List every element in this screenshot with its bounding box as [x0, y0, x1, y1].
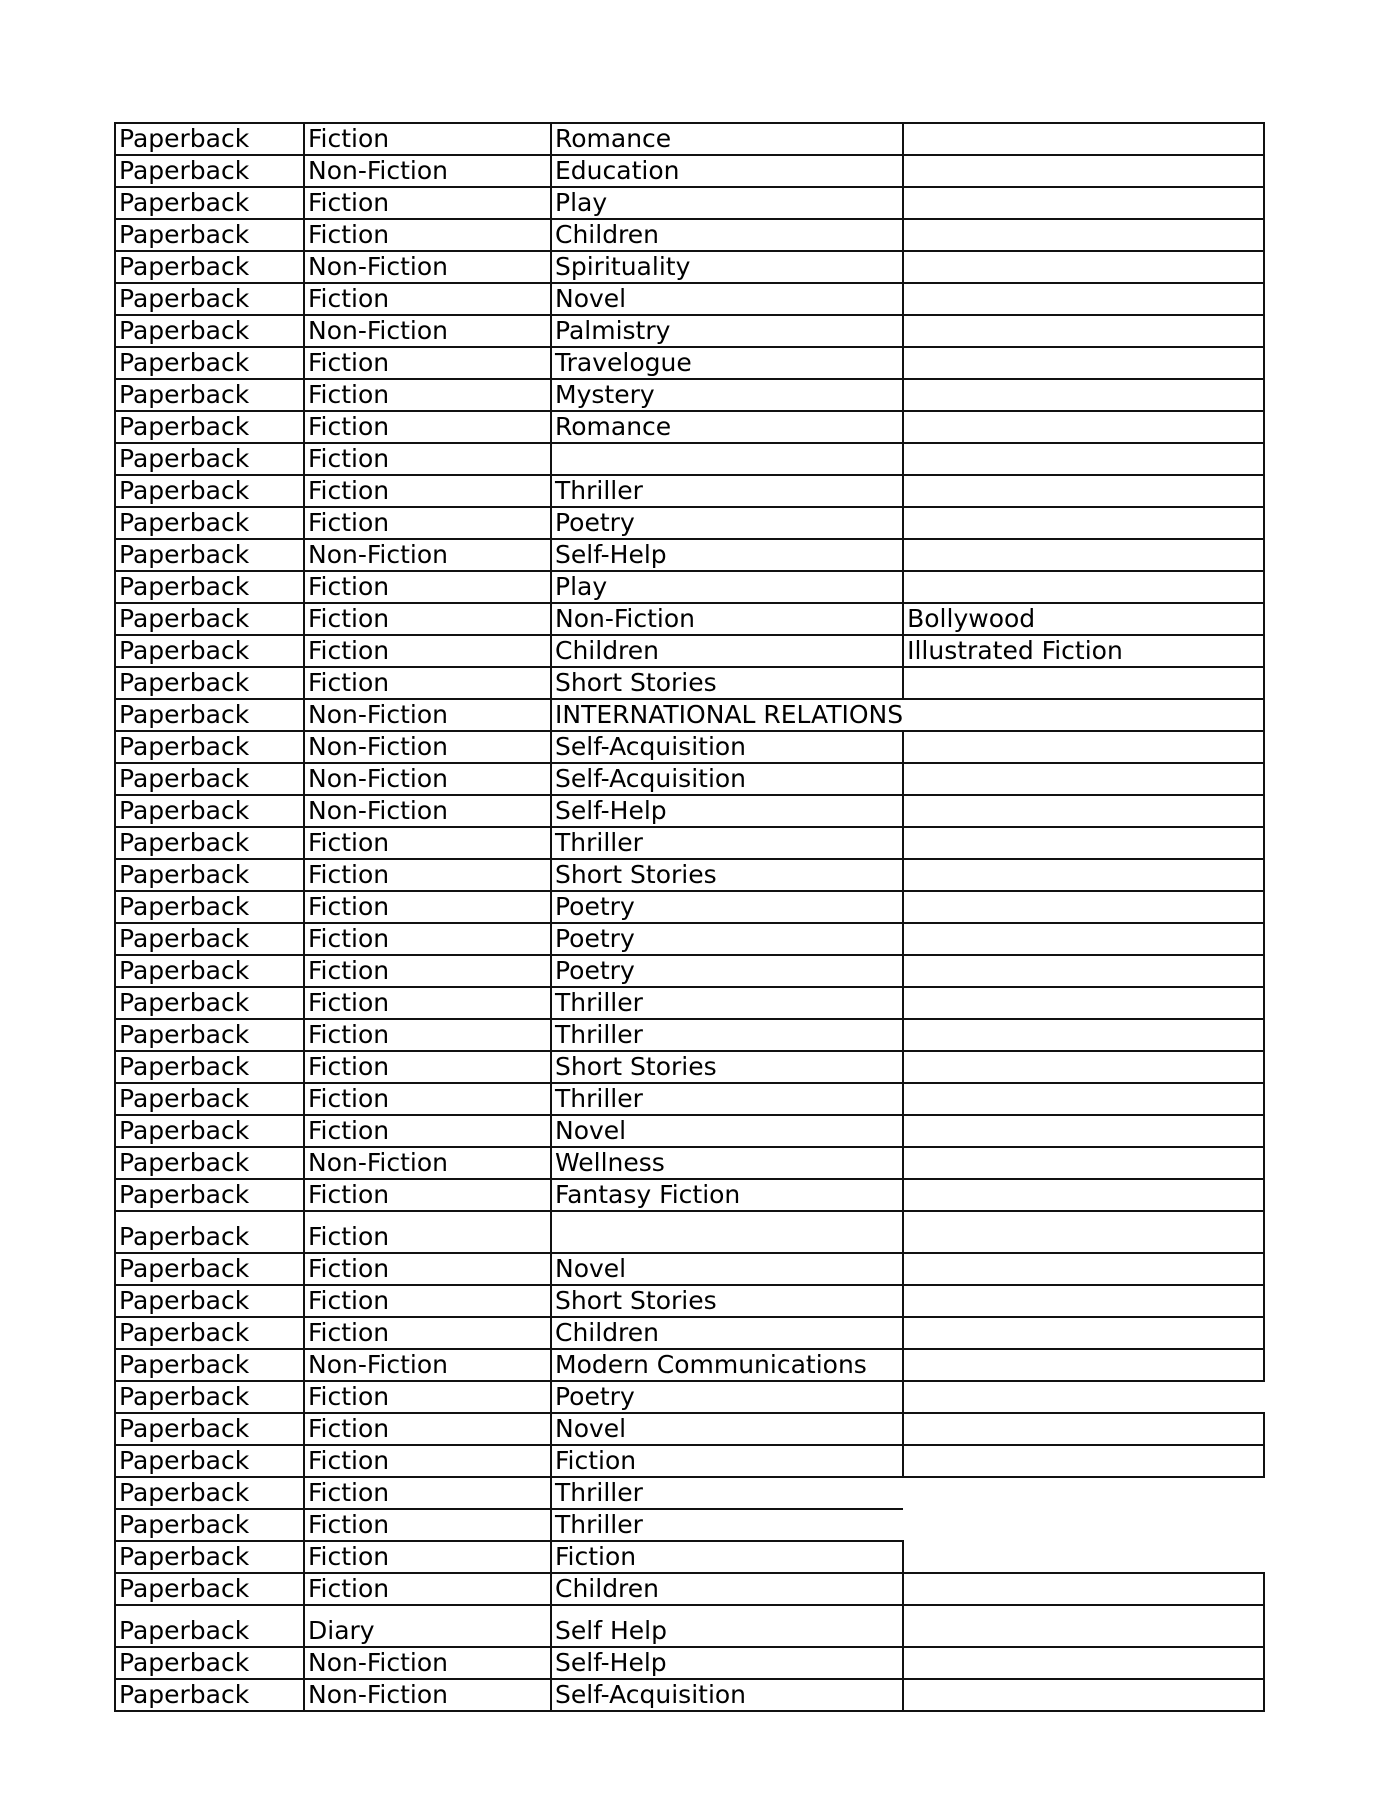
table-row: [115, 187, 1264, 219]
table-cell-col-2: Fiction: [304, 955, 551, 987]
table-cell-col-1: Paperback: [115, 1317, 304, 1349]
table-cell-col-4: [903, 1679, 1264, 1711]
table-row: [115, 539, 1264, 571]
table-cell-col-1: Paperback: [115, 891, 304, 923]
table-cell-col-2: Non-Fiction: [304, 1349, 551, 1381]
table-row: [115, 923, 1264, 955]
table-row: [115, 123, 1264, 155]
table-cell-col-2: Diary: [304, 1605, 551, 1647]
table-cell-col-1: Paperback: [115, 1349, 304, 1381]
table-cell-col-2: Fiction: [304, 219, 551, 251]
table-cell-col-4: [903, 699, 1264, 731]
table-cell-col-1: Paperback: [115, 1083, 304, 1115]
table-cell-col-2: Non-Fiction: [304, 315, 551, 347]
table-row: [115, 1285, 1264, 1317]
table-cell-col-1: Paperback: [115, 1179, 304, 1211]
table-cell-col-4: [903, 1253, 1264, 1285]
table-cell-col-3: Wellness: [551, 1147, 903, 1179]
table-cell-col-4: [903, 827, 1264, 859]
table-cell-col-4: [903, 475, 1264, 507]
table-cell-col-4: [903, 1477, 1264, 1509]
table-cell-col-2: Fiction: [304, 1317, 551, 1349]
table-cell-col-4: [903, 251, 1264, 283]
table-cell-col-4: [903, 219, 1264, 251]
table-cell-col-4: [903, 891, 1264, 923]
table-row: [115, 315, 1264, 347]
table-cell-col-3: Poetry: [551, 1381, 903, 1413]
table-cell-col-4: [903, 763, 1264, 795]
table-cell-col-2: Fiction: [304, 1381, 551, 1413]
table-cell-col-3: Novel: [551, 1115, 903, 1147]
table-cell-col-2: Fiction: [304, 827, 551, 859]
table-cell-col-3: Novel: [551, 283, 903, 315]
table-cell-col-2: Fiction: [304, 891, 551, 923]
table-cell-col-2: Non-Fiction: [304, 251, 551, 283]
table-cell-col-1: Paperback: [115, 1647, 304, 1679]
table-row: [115, 667, 1264, 699]
table-cell-col-1: Paperback: [115, 1679, 304, 1711]
table-cell-col-4: [903, 987, 1264, 1019]
table-cell-col-1: Paperback: [115, 1477, 304, 1509]
table-cell-col-1: Paperback: [115, 251, 304, 283]
table-cell-col-3: Thriller: [551, 475, 903, 507]
table-cell-col-3: Short Stories: [551, 667, 903, 699]
table-row: [115, 283, 1264, 315]
table-cell-col-4: [903, 1285, 1264, 1317]
table-cell-col-4: [903, 1509, 1264, 1541]
table-cell-col-3: Self-Help: [551, 1647, 903, 1679]
table-cell-col-2: Fiction: [304, 571, 551, 603]
table-row: [115, 795, 1264, 827]
table-cell-col-2: Fiction: [304, 475, 551, 507]
table-row: [115, 1647, 1264, 1679]
table-row: [115, 1051, 1264, 1083]
table-cell-col-4: [903, 1349, 1264, 1381]
table-cell-col-3: Self-Acquisition: [551, 763, 903, 795]
table-row: [115, 1083, 1264, 1115]
table-cell-col-2: Fiction: [304, 1477, 551, 1509]
table-cell-col-4: [903, 923, 1264, 955]
table-cell-col-2: Fiction: [304, 987, 551, 1019]
table-cell-col-2: Fiction: [304, 1179, 551, 1211]
table-cell-col-1: Paperback: [115, 283, 304, 315]
table-cell-col-1: Paperback: [115, 827, 304, 859]
table-cell-col-1: Paperback: [115, 507, 304, 539]
table-cell-col-2: Fiction: [304, 667, 551, 699]
table-cell-col-3: Poetry: [551, 955, 903, 987]
table-row: [115, 1541, 1264, 1573]
table-row: [115, 1445, 1264, 1477]
table-cell-col-1: Paperback: [115, 219, 304, 251]
table-cell-col-3: Self-Acquisition: [551, 1679, 903, 1711]
table-cell-col-2: Non-Fiction: [304, 795, 551, 827]
table-cell-col-2: Fiction: [304, 1211, 551, 1253]
table-cell-col-4: Illustrated Fiction: [903, 635, 1264, 667]
table-cell-col-2: Non-Fiction: [304, 731, 551, 763]
table-cell-col-4: [903, 1445, 1264, 1477]
table-cell-col-2: Non-Fiction: [304, 1647, 551, 1679]
table-cell-col-1: Paperback: [115, 123, 304, 155]
table-cell-col-1: Paperback: [115, 667, 304, 699]
table-cell-col-1: Paperback: [115, 347, 304, 379]
table-cell-col-1: Paperback: [115, 1413, 304, 1445]
table-row: [115, 635, 1264, 667]
table-cell-col-3: Mystery: [551, 379, 903, 411]
table-cell-col-3: Romance: [551, 411, 903, 443]
table-cell-col-1: Paperback: [115, 731, 304, 763]
table-cell-col-3: Self-Help: [551, 539, 903, 571]
table-cell-col-3: Thriller: [551, 827, 903, 859]
table-cell-col-4: [903, 379, 1264, 411]
table-row: [115, 219, 1264, 251]
table-cell-col-2: Fiction: [304, 1083, 551, 1115]
table-row: [115, 1381, 1264, 1413]
table-cell-col-2: Fiction: [304, 123, 551, 155]
table-row: [115, 955, 1264, 987]
table-cell-col-3: Children: [551, 1317, 903, 1349]
table-cell-col-2: Non-Fiction: [304, 763, 551, 795]
table-cell-col-1: Paperback: [115, 315, 304, 347]
table-cell-col-3: Thriller: [551, 1019, 903, 1051]
table-row: [115, 251, 1264, 283]
table-cell-col-1: Paperback: [115, 539, 304, 571]
table-row: [115, 827, 1264, 859]
table-row: [115, 347, 1264, 379]
table-cell-col-2: Fiction: [304, 379, 551, 411]
table-cell-col-1: Paperback: [115, 1541, 304, 1573]
table-row: [115, 1115, 1264, 1147]
table-row: [115, 571, 1264, 603]
table-cell-col-2: Fiction: [304, 411, 551, 443]
table-cell-col-2: Fiction: [304, 1445, 551, 1477]
table-cell-col-1: Paperback: [115, 923, 304, 955]
table-cell-col-1: Paperback: [115, 987, 304, 1019]
table-cell-col-1: Paperback: [115, 1573, 304, 1605]
table-row: [115, 379, 1264, 411]
table-cell-col-3: Travelogue: [551, 347, 903, 379]
table-cell-col-4: [903, 1115, 1264, 1147]
table-cell-col-2: Fiction: [304, 1115, 551, 1147]
table-cell-col-4: [903, 283, 1264, 315]
table-cell-col-4: [903, 1605, 1264, 1647]
table-row: [115, 1679, 1264, 1711]
table-cell-col-4: [903, 1051, 1264, 1083]
table-cell-col-4: [903, 123, 1264, 155]
table-cell-col-1: Paperback: [115, 763, 304, 795]
table-cell-col-1: Paperback: [115, 1147, 304, 1179]
table-cell-col-3: Fantasy Fiction: [551, 1179, 903, 1211]
table-row: [115, 1253, 1264, 1285]
table-row: [115, 1317, 1264, 1349]
table-row: [115, 475, 1264, 507]
table-cell-col-2: Fiction: [304, 347, 551, 379]
table-cell-col-4: [903, 1541, 1264, 1573]
table-cell-col-4: [903, 539, 1264, 571]
table-cell-col-3: Short Stories: [551, 1285, 903, 1317]
table-cell-col-4: [903, 507, 1264, 539]
table-cell-col-3: Non-Fiction: [551, 603, 903, 635]
table-cell-col-4: [903, 955, 1264, 987]
table-body: [115, 123, 1264, 1711]
table-row: [115, 1179, 1264, 1211]
table-cell-col-3: Fiction: [551, 1445, 903, 1477]
table-cell-col-3: Children: [551, 635, 903, 667]
table-cell-col-1: Paperback: [115, 1253, 304, 1285]
table-cell-col-3: Self-Acquisition: [551, 731, 903, 763]
table-cell-col-2: Fiction: [304, 1051, 551, 1083]
table-row: [115, 891, 1264, 923]
spreadsheet-page: [114, 122, 1265, 1712]
table-row: [115, 1605, 1264, 1647]
table-cell-col-2: Non-Fiction: [304, 1679, 551, 1711]
table-cell-col-1: Paperback: [115, 1605, 304, 1647]
table-cell-col-3: Children: [551, 219, 903, 251]
table-cell-col-3: Education: [551, 155, 903, 187]
table-cell-col-1: Paperback: [115, 1211, 304, 1253]
table-cell-col-4: [903, 731, 1264, 763]
table-cell-col-4: [903, 347, 1264, 379]
table-cell-col-2: Fiction: [304, 923, 551, 955]
table-cell-col-3: Spirituality: [551, 251, 903, 283]
table-row: [115, 603, 1264, 635]
table-cell-col-4: [903, 155, 1264, 187]
table-row: [115, 155, 1264, 187]
table-cell-col-3: Palmistry: [551, 315, 903, 347]
table-cell-col-4: [903, 1317, 1264, 1349]
table-row: [115, 1509, 1264, 1541]
table-cell-col-4: [903, 315, 1264, 347]
table-cell-col-2: Fiction: [304, 1541, 551, 1573]
table-cell-col-3: Play: [551, 571, 903, 603]
table-cell-col-1: Paperback: [115, 443, 304, 475]
table-cell-col-2: Fiction: [304, 1413, 551, 1445]
table-cell-col-1: Paperback: [115, 475, 304, 507]
table-row: [115, 1477, 1264, 1509]
table-cell-col-4: [903, 187, 1264, 219]
table-cell-col-2: Fiction: [304, 283, 551, 315]
table-cell-col-2: Fiction: [304, 443, 551, 475]
table-row: [115, 763, 1264, 795]
table-cell-col-4: [903, 1381, 1264, 1413]
table-cell-col-4: [903, 1179, 1264, 1211]
table-row: [115, 731, 1264, 763]
table-cell-col-3: Thriller: [551, 987, 903, 1019]
table-cell-col-2: Fiction: [304, 1573, 551, 1605]
table-cell-col-4: [903, 667, 1264, 699]
table-cell-col-3: Poetry: [551, 891, 903, 923]
table-cell-col-4: [903, 571, 1264, 603]
table-cell-col-4: [903, 1211, 1264, 1253]
table-row: [115, 859, 1264, 891]
table-cell-col-2: Fiction: [304, 635, 551, 667]
table-row: [115, 1211, 1264, 1253]
table-cell-col-2: Fiction: [304, 1285, 551, 1317]
table-row: [115, 1573, 1264, 1605]
table-row: [115, 699, 1264, 731]
table-cell-col-4: [903, 1573, 1264, 1605]
table-cell-col-1: Paperback: [115, 155, 304, 187]
table-row: [115, 1413, 1264, 1445]
table-cell-col-3: Short Stories: [551, 859, 903, 891]
table-cell-col-1: Paperback: [115, 603, 304, 635]
table-cell-col-1: Paperback: [115, 1115, 304, 1147]
table-cell-col-3: Poetry: [551, 507, 903, 539]
table-cell-col-1: Paperback: [115, 859, 304, 891]
table-row: [115, 1349, 1264, 1381]
table-cell-col-3: [551, 443, 903, 475]
table-cell-col-2: Non-Fiction: [304, 539, 551, 571]
table-cell-col-2: Fiction: [304, 507, 551, 539]
table-cell-col-2: Fiction: [304, 1019, 551, 1051]
table-cell-col-3: Short Stories: [551, 1051, 903, 1083]
table-cell-col-4: [903, 1083, 1264, 1115]
table-cell-col-3: Thriller: [551, 1477, 903, 1509]
table-cell-col-4: Bollywood: [903, 603, 1264, 635]
table-cell-col-3: Self-Help: [551, 795, 903, 827]
table-cell-col-3: Poetry: [551, 923, 903, 955]
table-cell-col-2: Fiction: [304, 603, 551, 635]
table-cell-col-3: [551, 1211, 903, 1253]
table-cell-col-2: Non-Fiction: [304, 699, 551, 731]
table-cell-col-4: [903, 859, 1264, 891]
table-cell-col-3: Fiction: [551, 1541, 903, 1573]
table-row: [115, 411, 1264, 443]
table-cell-col-4: [903, 1413, 1264, 1445]
table-cell-col-4: [903, 1019, 1264, 1051]
table-cell-col-1: Paperback: [115, 187, 304, 219]
table-cell-col-1: Paperback: [115, 1445, 304, 1477]
table-cell-col-3: Modern Communications: [551, 1349, 903, 1381]
table-cell-col-1: Paperback: [115, 379, 304, 411]
table-cell-col-3: Romance: [551, 123, 903, 155]
table-cell-col-2: Fiction: [304, 187, 551, 219]
table-cell-col-1: Paperback: [115, 1285, 304, 1317]
table-cell-col-2: Fiction: [304, 859, 551, 891]
table-row: [115, 507, 1264, 539]
table-cell-col-1: Paperback: [115, 571, 304, 603]
table-cell-col-4: [903, 443, 1264, 475]
table-cell-col-1: Paperback: [115, 411, 304, 443]
table-cell-col-1: Paperback: [115, 1019, 304, 1051]
table-cell-col-3: Play: [551, 187, 903, 219]
table-cell-col-1: Paperback: [115, 1509, 304, 1541]
table-cell-col-2: Non-Fiction: [304, 1147, 551, 1179]
table-cell-col-4: [903, 1147, 1264, 1179]
table-cell-col-1: Paperback: [115, 955, 304, 987]
table-row: [115, 1147, 1264, 1179]
table-cell-col-1: Paperback: [115, 699, 304, 731]
table-cell-col-3: Self Help: [551, 1605, 903, 1647]
table-row: [115, 443, 1264, 475]
table-cell-col-1: Paperback: [115, 635, 304, 667]
table-cell-col-3: Thriller: [551, 1509, 903, 1541]
table-cell-col-2: Fiction: [304, 1509, 551, 1541]
table-cell-col-4: [903, 795, 1264, 827]
table-cell-col-3: Thriller: [551, 1083, 903, 1115]
table-row: [115, 987, 1264, 1019]
table-cell-col-1: Paperback: [115, 795, 304, 827]
table-row: [115, 1019, 1264, 1051]
table-cell-col-3: Novel: [551, 1413, 903, 1445]
table-cell-col-2: Non-Fiction: [304, 155, 551, 187]
table-cell-col-1: Paperback: [115, 1051, 304, 1083]
book-category-table: [114, 122, 1265, 1712]
table-cell-col-1: Paperback: [115, 1381, 304, 1413]
table-cell-col-3: Children: [551, 1573, 903, 1605]
table-cell-col-3: INTERNATIONAL RELATIONS: [551, 699, 903, 731]
table-cell-col-4: [903, 411, 1264, 443]
table-cell-col-3: Novel: [551, 1253, 903, 1285]
table-cell-col-2: Fiction: [304, 1253, 551, 1285]
table-cell-col-4: [903, 1647, 1264, 1679]
